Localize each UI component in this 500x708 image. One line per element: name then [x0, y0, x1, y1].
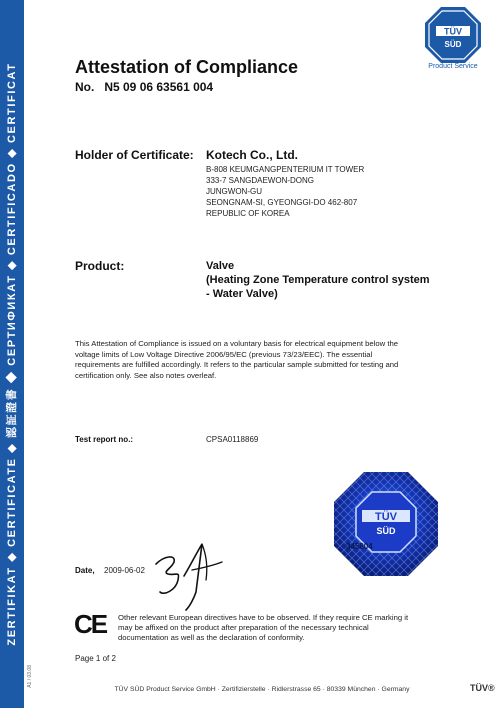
- statement-line: voltage limits of Low Voltage Directive 2006/95/EC (previous 73/23/EEC). The essential: [75, 349, 373, 359]
- tuv-hologram-seal: [332, 470, 440, 578]
- product-line: (Heating Zone Temperature control system: [206, 274, 430, 286]
- product-line: - Water Valve): [206, 288, 278, 300]
- form-code: A1 / 03.08: [27, 665, 33, 688]
- hologram-number: 345804: [346, 542, 373, 551]
- tuv-sud-logo: [424, 6, 482, 64]
- hologram-bottom-text: SÜD: [376, 526, 396, 536]
- ce-line: Other relevant European directives have to be observed. If they require CE marking it: [118, 613, 409, 622]
- footer-address: TÜV SÜD Product Service GmbH · Zertifizierstelle · Ridlerstrasse 65 · 80339 München · Germany: [114, 686, 410, 693]
- test-report-value: CPSA0118869: [206, 435, 259, 444]
- hologram-top-text: TÜV: [375, 511, 397, 523]
- date-value: 2009-06-02: [104, 566, 145, 575]
- holder-address-line: JUNGWON-GU: [206, 187, 262, 196]
- certificate-number: No. N5 09 06 63561 004: [75, 80, 214, 94]
- document-title: Attestation of Compliance: [75, 57, 299, 77]
- logo-caption: Product Service: [428, 63, 478, 70]
- product-label: Product:: [75, 259, 125, 273]
- statement-line: This Attestation of Compliance is issued on a voluntary basis for electrical equipment below the: [75, 339, 399, 348]
- date-label: Date,: [75, 566, 95, 575]
- logo-top-text: TÜV: [444, 26, 462, 37]
- holder-address-line: 333-7 SANGDAEWON-DONG: [206, 176, 315, 185]
- holder-address-line: REPUBLIC OF KOREA: [206, 209, 290, 218]
- tuv-octagon-icon: [424, 6, 482, 64]
- holder-label: Holder of Certificate:: [75, 148, 194, 162]
- holder-address-line: SEONGNAM-SI, GYEONGGI-DO 462-807: [206, 198, 358, 207]
- side-band-text: ZERTIFIKAT ◆ CERTIFICATE ◆ 認証證書 ◆ СЕРТИФИКАТ ◆ CERTIFICADO ◆ CERTIFICAT: [6, 62, 18, 646]
- test-report-label: Test report no.:: [75, 435, 134, 444]
- ce-mark-icon: CE: [74, 609, 107, 639]
- logo-bottom-text: SÜD: [444, 40, 462, 49]
- holder-name: Kotech Co., Ltd.: [206, 148, 298, 162]
- signature-icon: [150, 536, 230, 611]
- product-line: Valve: [206, 260, 235, 272]
- statement-paragraph: [75, 339, 465, 382]
- ce-line: may be affixed on the product after preparation of the necessary technical: [118, 623, 369, 633]
- certificate-side-band: [0, 0, 24, 708]
- statement-line: certification only. See also notes overleaf.: [75, 371, 217, 381]
- footer-tuv-logo: TÜV®: [470, 683, 495, 693]
- ce-paragraph: [118, 613, 438, 644]
- statement-line: requirements are fulfilled accordingly. It refers to the particular sample submitted for testing and: [75, 360, 399, 370]
- holder-address-line: B-808 KEUMGANGPENTERIUM IT TOWER: [206, 165, 365, 174]
- ce-line: documentation as well as the declaration of conformity.: [118, 633, 305, 643]
- page-number: Page 1 of 2: [75, 654, 116, 663]
- hologram-octagon-icon: [332, 470, 440, 578]
